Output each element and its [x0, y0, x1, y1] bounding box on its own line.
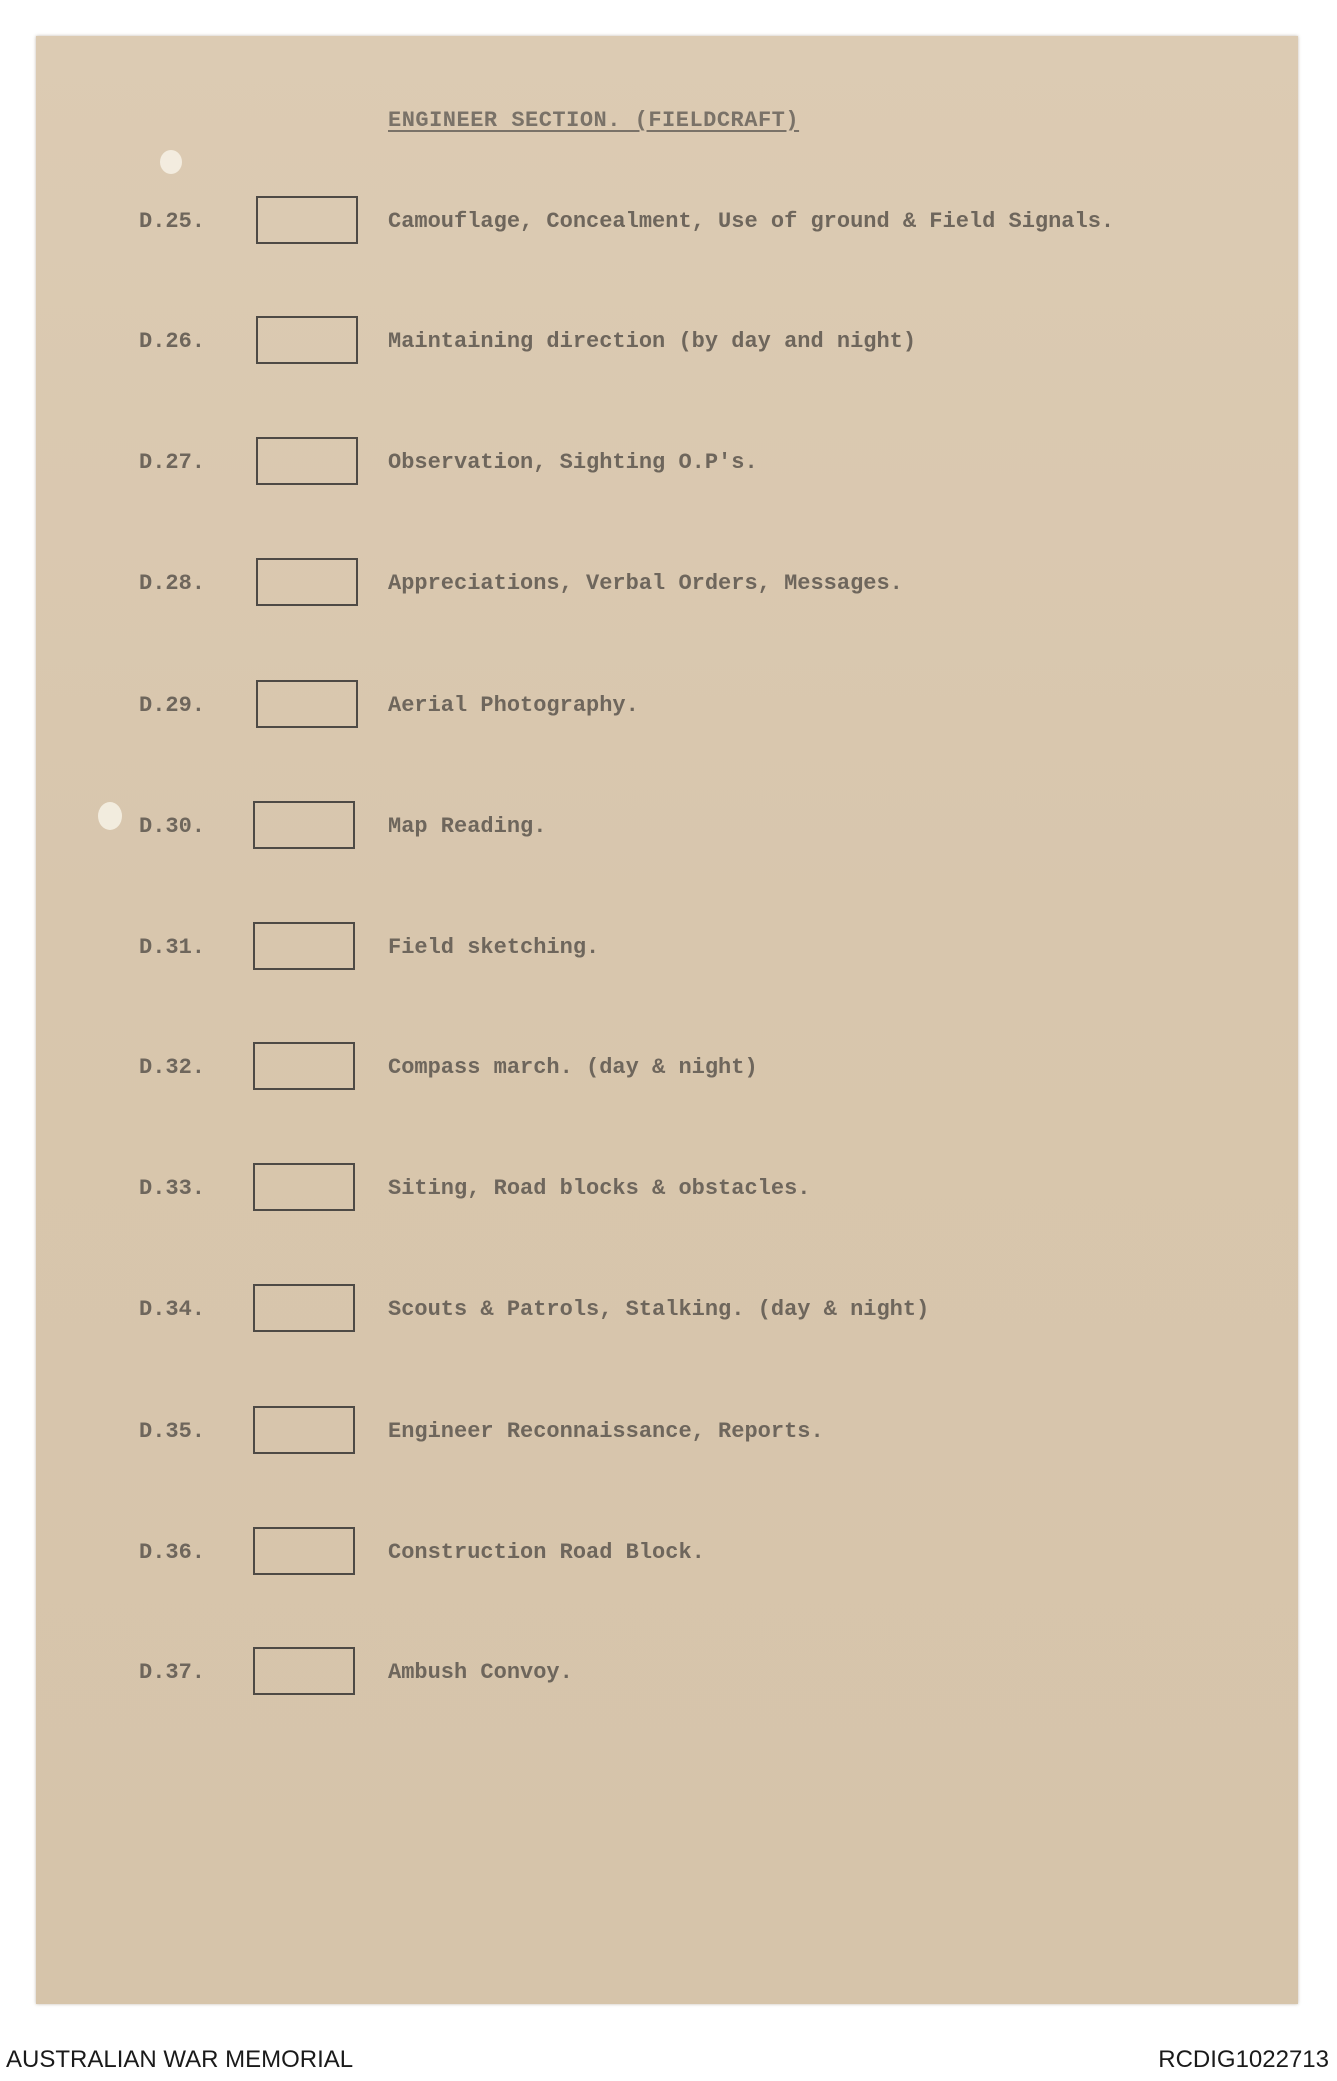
- list-item: [0, 1661, 1337, 1721]
- item-description: Map Reading.: [388, 814, 547, 839]
- item-description: Compass march. (day & night): [388, 1055, 758, 1080]
- item-description: Ambush Convoy.: [388, 1660, 573, 1685]
- list-item: [0, 1420, 1337, 1480]
- list-item: [0, 1541, 1337, 1601]
- checkbox[interactable]: [256, 437, 358, 485]
- checkbox[interactable]: [253, 1284, 355, 1332]
- list-item: [0, 210, 1337, 270]
- item-code: D.36.: [139, 1540, 206, 1565]
- item-code: D.28.: [139, 571, 206, 596]
- list-item: [0, 1177, 1337, 1237]
- checkbox[interactable]: [253, 1647, 355, 1695]
- checkbox[interactable]: [256, 680, 358, 728]
- item-code: D.33.: [139, 1176, 206, 1201]
- item-code: D.29.: [139, 693, 206, 718]
- footer-identifier: RCDIG1022713: [1158, 2046, 1329, 2073]
- item-description: Field sketching.: [388, 935, 600, 960]
- item-code: D.31.: [139, 935, 206, 960]
- item-code: D.26.: [139, 329, 206, 354]
- item-description: Construction Road Block.: [388, 1540, 705, 1565]
- item-description: Observation, Sighting O.P's.: [388, 450, 758, 475]
- item-code: D.30.: [139, 814, 206, 839]
- item-description: Siting, Road blocks & obstacles.: [388, 1176, 811, 1201]
- item-description: Engineer Reconnaissance, Reports.: [388, 1419, 824, 1444]
- item-code: D.32.: [139, 1055, 206, 1080]
- list-item: [0, 1056, 1337, 1116]
- checkbox[interactable]: [256, 558, 358, 606]
- item-description: Camouflage, Concealment, Use of ground & Field Signals.: [388, 209, 1115, 234]
- footer-institution: AUSTRALIAN WAR MEMORIAL: [6, 2046, 354, 2073]
- checkbox[interactable]: [256, 196, 358, 244]
- section-heading: ENGINEER SECTION. (FIELDCRAFT): [388, 108, 800, 133]
- checkbox[interactable]: [256, 316, 358, 364]
- list-item: [0, 330, 1337, 390]
- item-code: D.34.: [139, 1297, 206, 1322]
- item-code: D.25.: [139, 209, 206, 234]
- item-description: Maintaining direction (by day and night): [388, 329, 917, 354]
- item-code: D.35.: [139, 1419, 206, 1444]
- checkbox[interactable]: [253, 801, 355, 849]
- checkbox[interactable]: [253, 1406, 355, 1454]
- item-code: D.27.: [139, 450, 206, 475]
- item-description: Scouts & Patrols, Stalking. (day & night): [388, 1297, 930, 1322]
- paper-hole: [160, 150, 182, 174]
- list-item: [0, 694, 1337, 754]
- list-item: [0, 1298, 1337, 1358]
- item-description: Appreciations, Verbal Orders, Messages.: [388, 571, 903, 596]
- checkbox[interactable]: [253, 922, 355, 970]
- list-item: [0, 572, 1337, 632]
- item-code: D.37.: [139, 1660, 206, 1685]
- list-item: [0, 451, 1337, 511]
- checkbox[interactable]: [253, 1163, 355, 1211]
- list-item: [0, 936, 1337, 996]
- list-item: [0, 815, 1337, 875]
- checkbox[interactable]: [253, 1527, 355, 1575]
- item-description: Aerial Photography.: [388, 693, 639, 718]
- checkbox[interactable]: [253, 1042, 355, 1090]
